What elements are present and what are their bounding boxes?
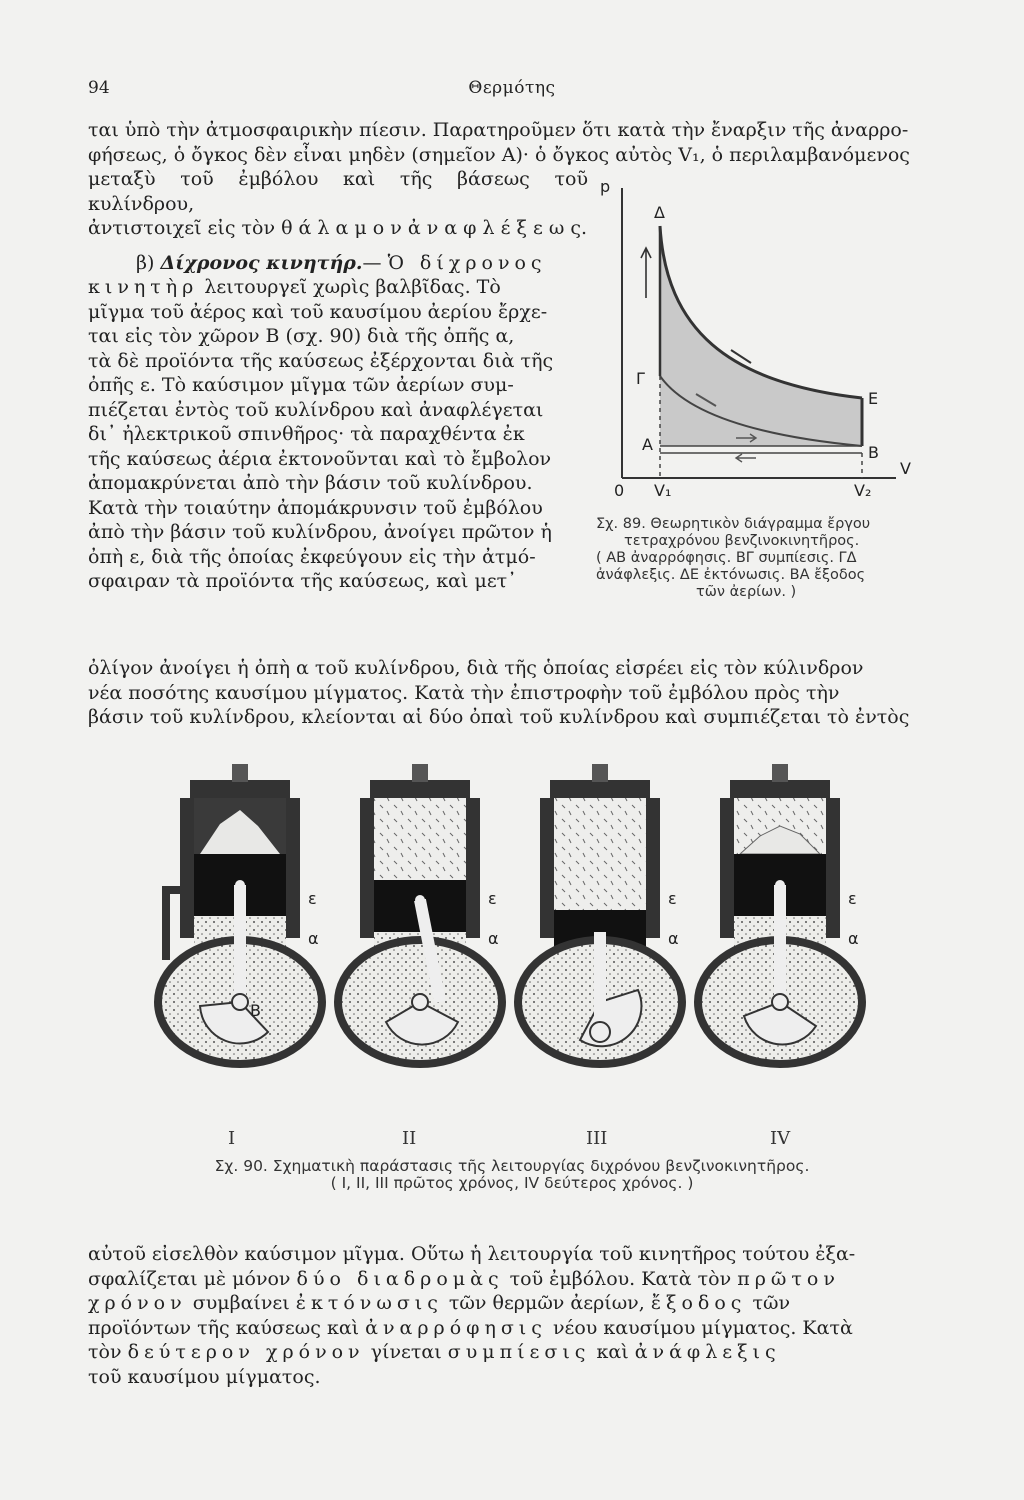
label-a: α: [308, 929, 319, 948]
spaced-phrase: πρῶτον: [737, 1267, 840, 1290]
running-title: Θερμότης: [468, 78, 556, 98]
cylinder-head: [550, 780, 650, 798]
spark-plug-icon: [412, 764, 428, 782]
cylinder-head: [370, 780, 470, 798]
section-prefix: β): [136, 251, 155, 274]
label-e: ε: [308, 889, 317, 908]
fig89-caption: [596, 516, 946, 601]
spaced-phrase: ἔξοδος: [650, 1292, 747, 1314]
text-line: [88, 275, 588, 300]
engine-numeral-1: I: [228, 1128, 236, 1149]
section-heading-line: [88, 251, 588, 276]
crankshaft-icon: [772, 994, 788, 1010]
caption-line: ( ΑΒ ἀναρρόφησις. ΒΓ συμπίεσις. ΓΔ: [596, 550, 857, 566]
label-e: ε: [488, 889, 497, 908]
page-number: 94: [88, 78, 110, 98]
text-line: ὀλίγον ἀνοίγει ἡ ὀπὴ α τοῦ κυλίνδρου, διὰ τῆς ὁποίας εἰσρέει εἰς τὸν κύλινδρον: [88, 657, 864, 679]
engine-diagram-1: [158, 764, 322, 1064]
label-v: V: [900, 459, 911, 478]
fig90-caption: [0, 1158, 1024, 1192]
text-line: Κατὰ τὴν τοιαύτην ἀπομάκρυνσιν τοῦ ἐμβόλου: [88, 496, 543, 519]
label-e: ε: [668, 889, 677, 908]
text-segment: καὶ: [596, 1341, 629, 1363]
text-line: ἀπὸ τὴν βάσιν τοῦ κυλίνδρου, ἀνοίγει πρῶτον ἡ: [88, 521, 552, 543]
text-line: ται ὑπὸ τὴν ἀτμοσφαιρικὴν πίεσιν. Παρατηροῦμεν ὅτι κατὰ τὴν ἔναρξιν τῆς ἀναρρο-: [88, 119, 909, 141]
caption-line: ( I, II, III πρῶτος χρόνος, IV δεύτερος χρόνος. ): [330, 1174, 694, 1192]
label-gamma: Γ: [636, 369, 645, 388]
text-line: ται εἰς τὸν χῶρον Β (σχ. 90) διὰ τῆς ὀπῆς α,: [88, 325, 515, 347]
text-segment: νέου καυσίμου μίγματος. Κατὰ: [552, 1316, 853, 1339]
label-beta: B: [868, 443, 879, 462]
two-stroke-diagrams: [140, 760, 940, 1140]
spaced-phrase: δεύτερον χρόνον: [127, 1341, 365, 1363]
text-line: [88, 1267, 946, 1292]
label-alpha: A: [642, 435, 653, 454]
crankshaft-icon: [232, 994, 248, 1010]
label-e: ε: [848, 889, 857, 908]
spaced-phrase: χρόνον: [88, 1292, 187, 1314]
work-area: [660, 226, 862, 446]
text-segment: τοῦ ἐμβόλου. Κατὰ τὸν: [509, 1267, 732, 1290]
text-segment: συμβαίνει: [192, 1292, 290, 1314]
text-segment: προϊόντων τῆς καύσεως καὶ: [88, 1316, 360, 1339]
spaced-phrase: ἐκτόνωσις: [295, 1292, 443, 1314]
text-line: [88, 1340, 946, 1365]
section-dash: —: [362, 251, 382, 274]
caption-line: τετραχρόνου βενζινοκινητῆρος.: [624, 533, 860, 549]
spaced-phrase: Ὁ δίχρονος: [387, 251, 547, 274]
spaced-phrase: ἀναρρόφησις: [365, 1316, 547, 1339]
text-line: δι᾽ ἠλεκτρικοῦ σπινθῆρος· τὰ παραχθέντα ἐκ: [88, 423, 525, 445]
spaced-phrase: δύο διαδρομὰς: [296, 1267, 504, 1290]
label-a: α: [848, 929, 859, 948]
text-line: ὀπὴ ε, διὰ τῆς ὁποίας ἐκφεύγουν εἰς τὴν ἀτμό-: [88, 545, 536, 568]
engine-diagram-4: [698, 764, 862, 1064]
spaced-phrase: κινητὴρ: [88, 276, 199, 298]
text-segment: τὸν: [88, 1341, 122, 1363]
spark-plug-icon: [592, 764, 608, 782]
caption-line: Σχ. 89. Θεωρητικὸν διάγραμμα ἔργου: [596, 516, 871, 532]
text-line: [88, 216, 588, 241]
text-line: αὐτοῦ εἰσελθὸν καύσιμον μῖγμα. Οὕτω ἡ λειτουργία τοῦ κινητῆρος τούτου ἐξα-: [88, 1243, 856, 1265]
text-segment: τῶν: [752, 1292, 791, 1314]
bottom-paragraph: [88, 1242, 946, 1389]
label-v2: V₂: [854, 481, 872, 500]
section-heading: Δίχρονος κινητήρ.: [160, 251, 363, 274]
engine-diagram-2: [338, 764, 502, 1064]
text-segment: γίνεται: [370, 1341, 442, 1363]
engine-numeral-3: III: [586, 1128, 608, 1149]
arrow-up-icon: [641, 248, 651, 298]
text-line: σφαιραν τὰ προϊόντα τῆς καύσεως, καὶ μετ᾽: [88, 570, 517, 592]
top-paragraph: [88, 118, 946, 167]
caption-line: ἀνάφλεξις. ΔΕ ἐκτόνωσις. ΒΑ ἔξοδος: [596, 567, 866, 583]
spaced-phrase: συμπίεσις: [447, 1341, 591, 1363]
text-segment: λειτουργεῖ χωρὶς βαλβῖδας. Τὸ: [204, 276, 501, 298]
arrow-left-icon: [736, 454, 756, 462]
label-origin: 0: [614, 481, 625, 500]
text-line: νέα ποσότης καυσίμου μίγματος. Κατὰ τὴν ἐπιστροφὴν τοῦ ἐμβόλου πρὸς τὴν: [88, 681, 840, 704]
pv-diagram: [596, 178, 926, 518]
caption-line: τῶν ἀερίων. ): [696, 584, 797, 600]
text-line: πιέζεται ἐντὸς τοῦ κυλίνδρου καὶ ἀναφλέγεται: [88, 398, 544, 421]
spaced-phrase: θ ά λ α μ ο ν ἀ ν α φ λ έ ξ ε ω ς.: [281, 217, 588, 239]
label-v1: V₁: [654, 481, 672, 500]
transfer-port: [166, 890, 180, 960]
middle-paragraph: [88, 656, 946, 730]
engine-numeral-4: IV: [770, 1128, 791, 1149]
text-segment: τῶν θερμῶν ἀερίων,: [448, 1292, 645, 1314]
text-line: τὰ δὲ προϊόντα τῆς καύσεως ἐξέρχονται διὰ τῆς: [88, 349, 554, 372]
text-line: τῆς καύσεως ἀέρια ἐκτονοῦνται καὶ τὸ ἔμβολον: [88, 447, 552, 470]
label-b: B: [250, 1001, 261, 1020]
text-line: [88, 1291, 946, 1316]
combustion-chamber: [554, 798, 646, 910]
text-line: τοῦ καυσίμου μίγματος.: [88, 1365, 321, 1388]
spark-plug-icon: [772, 764, 788, 782]
text-line: ἀπομακρύνεται ἀπὸ τὴν βάσιν τοῦ κυλίνδρου.: [88, 472, 533, 494]
text-line: φήσεως, ὁ ὄγκος δὲν εἶναι μηδὲν (σημεῖον Α)· ὁ ὄγκος αὐτὸς V₁, ὁ περιλαμβανόμενος: [88, 143, 910, 166]
text-line: [88, 1316, 946, 1341]
spaced-phrase: ἀνάφλεξις: [634, 1341, 781, 1363]
label-a: α: [668, 929, 679, 948]
text-line: μεταξὺ τοῦ ἐμβόλου καὶ τῆς βάσεως τοῦ κυλίνδρου,: [88, 168, 588, 215]
text-line: βάσιν τοῦ κυλίνδρου, κλείονται αἱ δύο ὀπαὶ τοῦ κυλίνδρου καὶ συμπιέζεται τὸ ἐντὸς: [88, 706, 910, 728]
label-p: p: [600, 178, 611, 196]
text-segment: ἀντιστοιχεῖ εἰς τὸν: [88, 217, 276, 239]
caption-line: Σχ. 90. Σχηματικὴ παράστασις τῆς λειτουργίας διχρόνου βενζινοκινητῆρος.: [214, 1157, 810, 1175]
crankshaft-icon: [590, 1022, 610, 1042]
cylinder-head: [730, 780, 830, 798]
text-line: ὀπῆς ε. Τὸ καύσιμον μῖγμα τῶν ἀερίων συμ-: [88, 374, 514, 396]
crankshaft-icon: [412, 994, 428, 1010]
label-delta: Δ: [654, 203, 665, 222]
spark-plug-icon: [232, 764, 248, 782]
label-a: α: [488, 929, 499, 948]
cylinder-head: [190, 780, 290, 798]
text-segment: σφαλίζεται μὲ μόνον: [88, 1267, 291, 1290]
combustion-chamber: [374, 798, 466, 880]
narrow-column: [88, 167, 588, 594]
engine-numeral-2: II: [402, 1128, 417, 1149]
engine-diagram-3: [518, 764, 682, 1064]
label-epsilon: E: [868, 389, 879, 408]
text-line: μῖγμα τοῦ ἀέρος καὶ τοῦ καυσίμου ἀερίου ἔρχε-: [88, 300, 548, 323]
